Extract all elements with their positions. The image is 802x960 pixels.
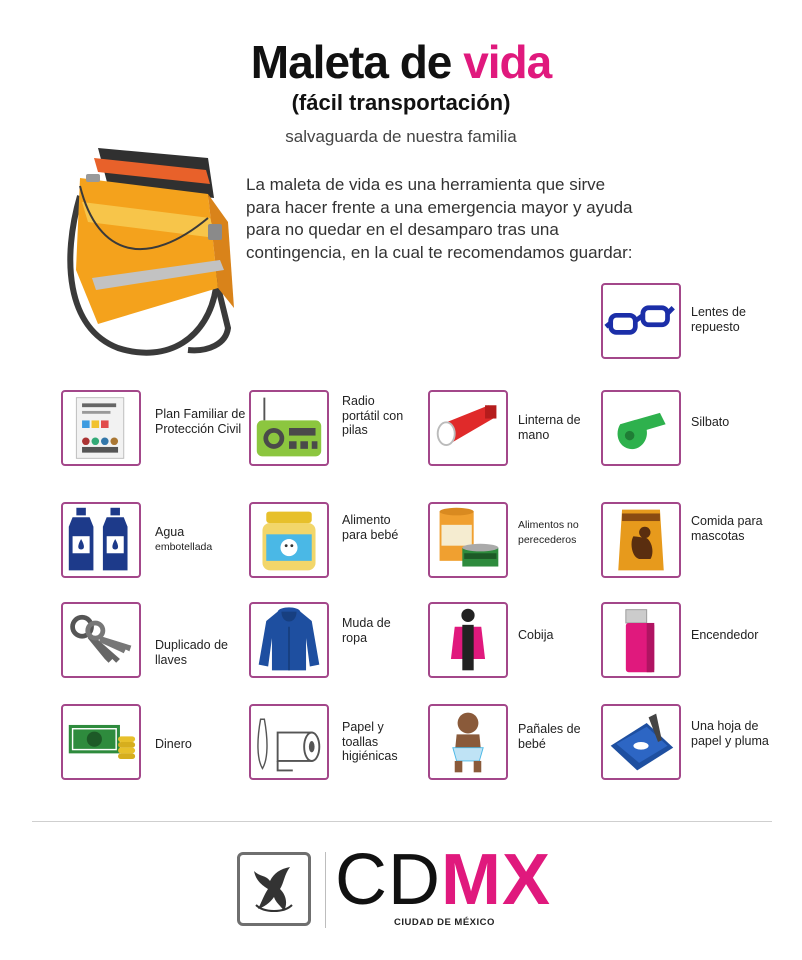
title-accent: vida: [463, 36, 552, 88]
item-box-alimento-bebe: [249, 502, 329, 578]
item-box-encendedor: [601, 602, 681, 678]
label-radio: Radio portátil con pilas: [342, 394, 404, 437]
label-encendedor: Encendedor: [691, 628, 759, 642]
item-box-ropa: [249, 602, 329, 678]
item-box-plan: [61, 390, 141, 466]
item-box-agua: [61, 502, 141, 578]
item-box-cobija: [428, 602, 508, 678]
label-alimento-bebe: Alimento para bebé: [342, 513, 399, 542]
item-box-papel: [249, 704, 329, 780]
item-box-panales: [428, 704, 508, 780]
radio-icon: [251, 392, 327, 464]
label-linterna: Linterna de mano: [518, 413, 581, 442]
item-box-llaves: [61, 602, 141, 678]
item-box-hoja: [601, 704, 681, 780]
logo-separator: [325, 852, 326, 928]
label-plan: Plan Familiar de Protección Civil: [155, 407, 246, 436]
lighter-icon: [603, 604, 679, 676]
money-icon: [63, 706, 139, 778]
flashlight-icon: [430, 392, 506, 464]
label-silbato: Silbato: [691, 415, 730, 429]
item-box-comida-mascotas: [601, 502, 681, 578]
civil-plan-booklet-icon: [63, 392, 139, 464]
toilet-paper-icon: [251, 706, 327, 778]
government-seal-logo: [237, 852, 311, 926]
cdmx-subtitle: CIUDAD DE MÉXICO: [394, 917, 495, 928]
label-papel: Papel y toallas higiénicas: [342, 720, 398, 763]
label-agua-sub: embotellada: [155, 541, 213, 553]
page-title: [0, 32, 802, 92]
water-bottles-icon: [63, 504, 139, 576]
footer-divider: [32, 821, 772, 822]
canned-food-icon: [430, 504, 506, 576]
page-subtitle: (fácil transportación): [291, 90, 511, 115]
whistle-icon: [603, 392, 679, 464]
eagle-emblem-icon: [240, 855, 308, 923]
item-box-dinero: [61, 704, 141, 780]
backpack-illustration-icon: [58, 138, 238, 360]
label-comida-mascotas: Comida para mascotas: [691, 514, 763, 543]
item-box-radio: [249, 390, 329, 466]
baby-diaper-icon: [430, 706, 506, 778]
label-cobija: Cobija: [518, 628, 554, 642]
pet-food-bag-icon: [603, 504, 679, 576]
cdmx-mx: MX: [441, 840, 551, 920]
item-box-linterna: [428, 390, 508, 466]
label-ropa: Muda de ropa: [342, 616, 391, 645]
title-main: Maleta de: [250, 36, 464, 88]
label-agua: Agua: [155, 525, 185, 539]
label-alimentos: Alimentos no perecederos: [518, 519, 579, 546]
item-box-alimentos: [428, 502, 508, 578]
label-lentes: Lentes de repuesto: [691, 305, 746, 334]
label-hoja: Una hoja de papel y pluma: [691, 719, 769, 748]
cdmx-wordmark: [335, 840, 551, 920]
label-panales: Pañales de bebé: [518, 722, 581, 751]
baby-food-jar-icon: [251, 504, 327, 576]
intro-paragraph: La maleta de vida es una herramienta que sirve para hacer frente a una emergencia mayor y ayuda para no quedar en el desamparo tras una contingencia, en la cual te recomendamos guardar:: [246, 175, 633, 262]
keys-icon: [63, 604, 139, 676]
person-blanket-icon: [430, 604, 506, 676]
item-box-silbato: [601, 390, 681, 466]
paper-pen-icon: [603, 706, 679, 778]
label-llaves: Duplicado de llaves: [155, 638, 228, 667]
cdmx-cd: CD: [335, 840, 441, 920]
item-box-lentes: [601, 283, 681, 359]
glasses-icon: [603, 285, 679, 357]
hoodie-icon: [251, 604, 327, 676]
page-tagline: salvaguarda de nuestra familia: [285, 127, 517, 146]
label-dinero: Dinero: [155, 737, 192, 751]
